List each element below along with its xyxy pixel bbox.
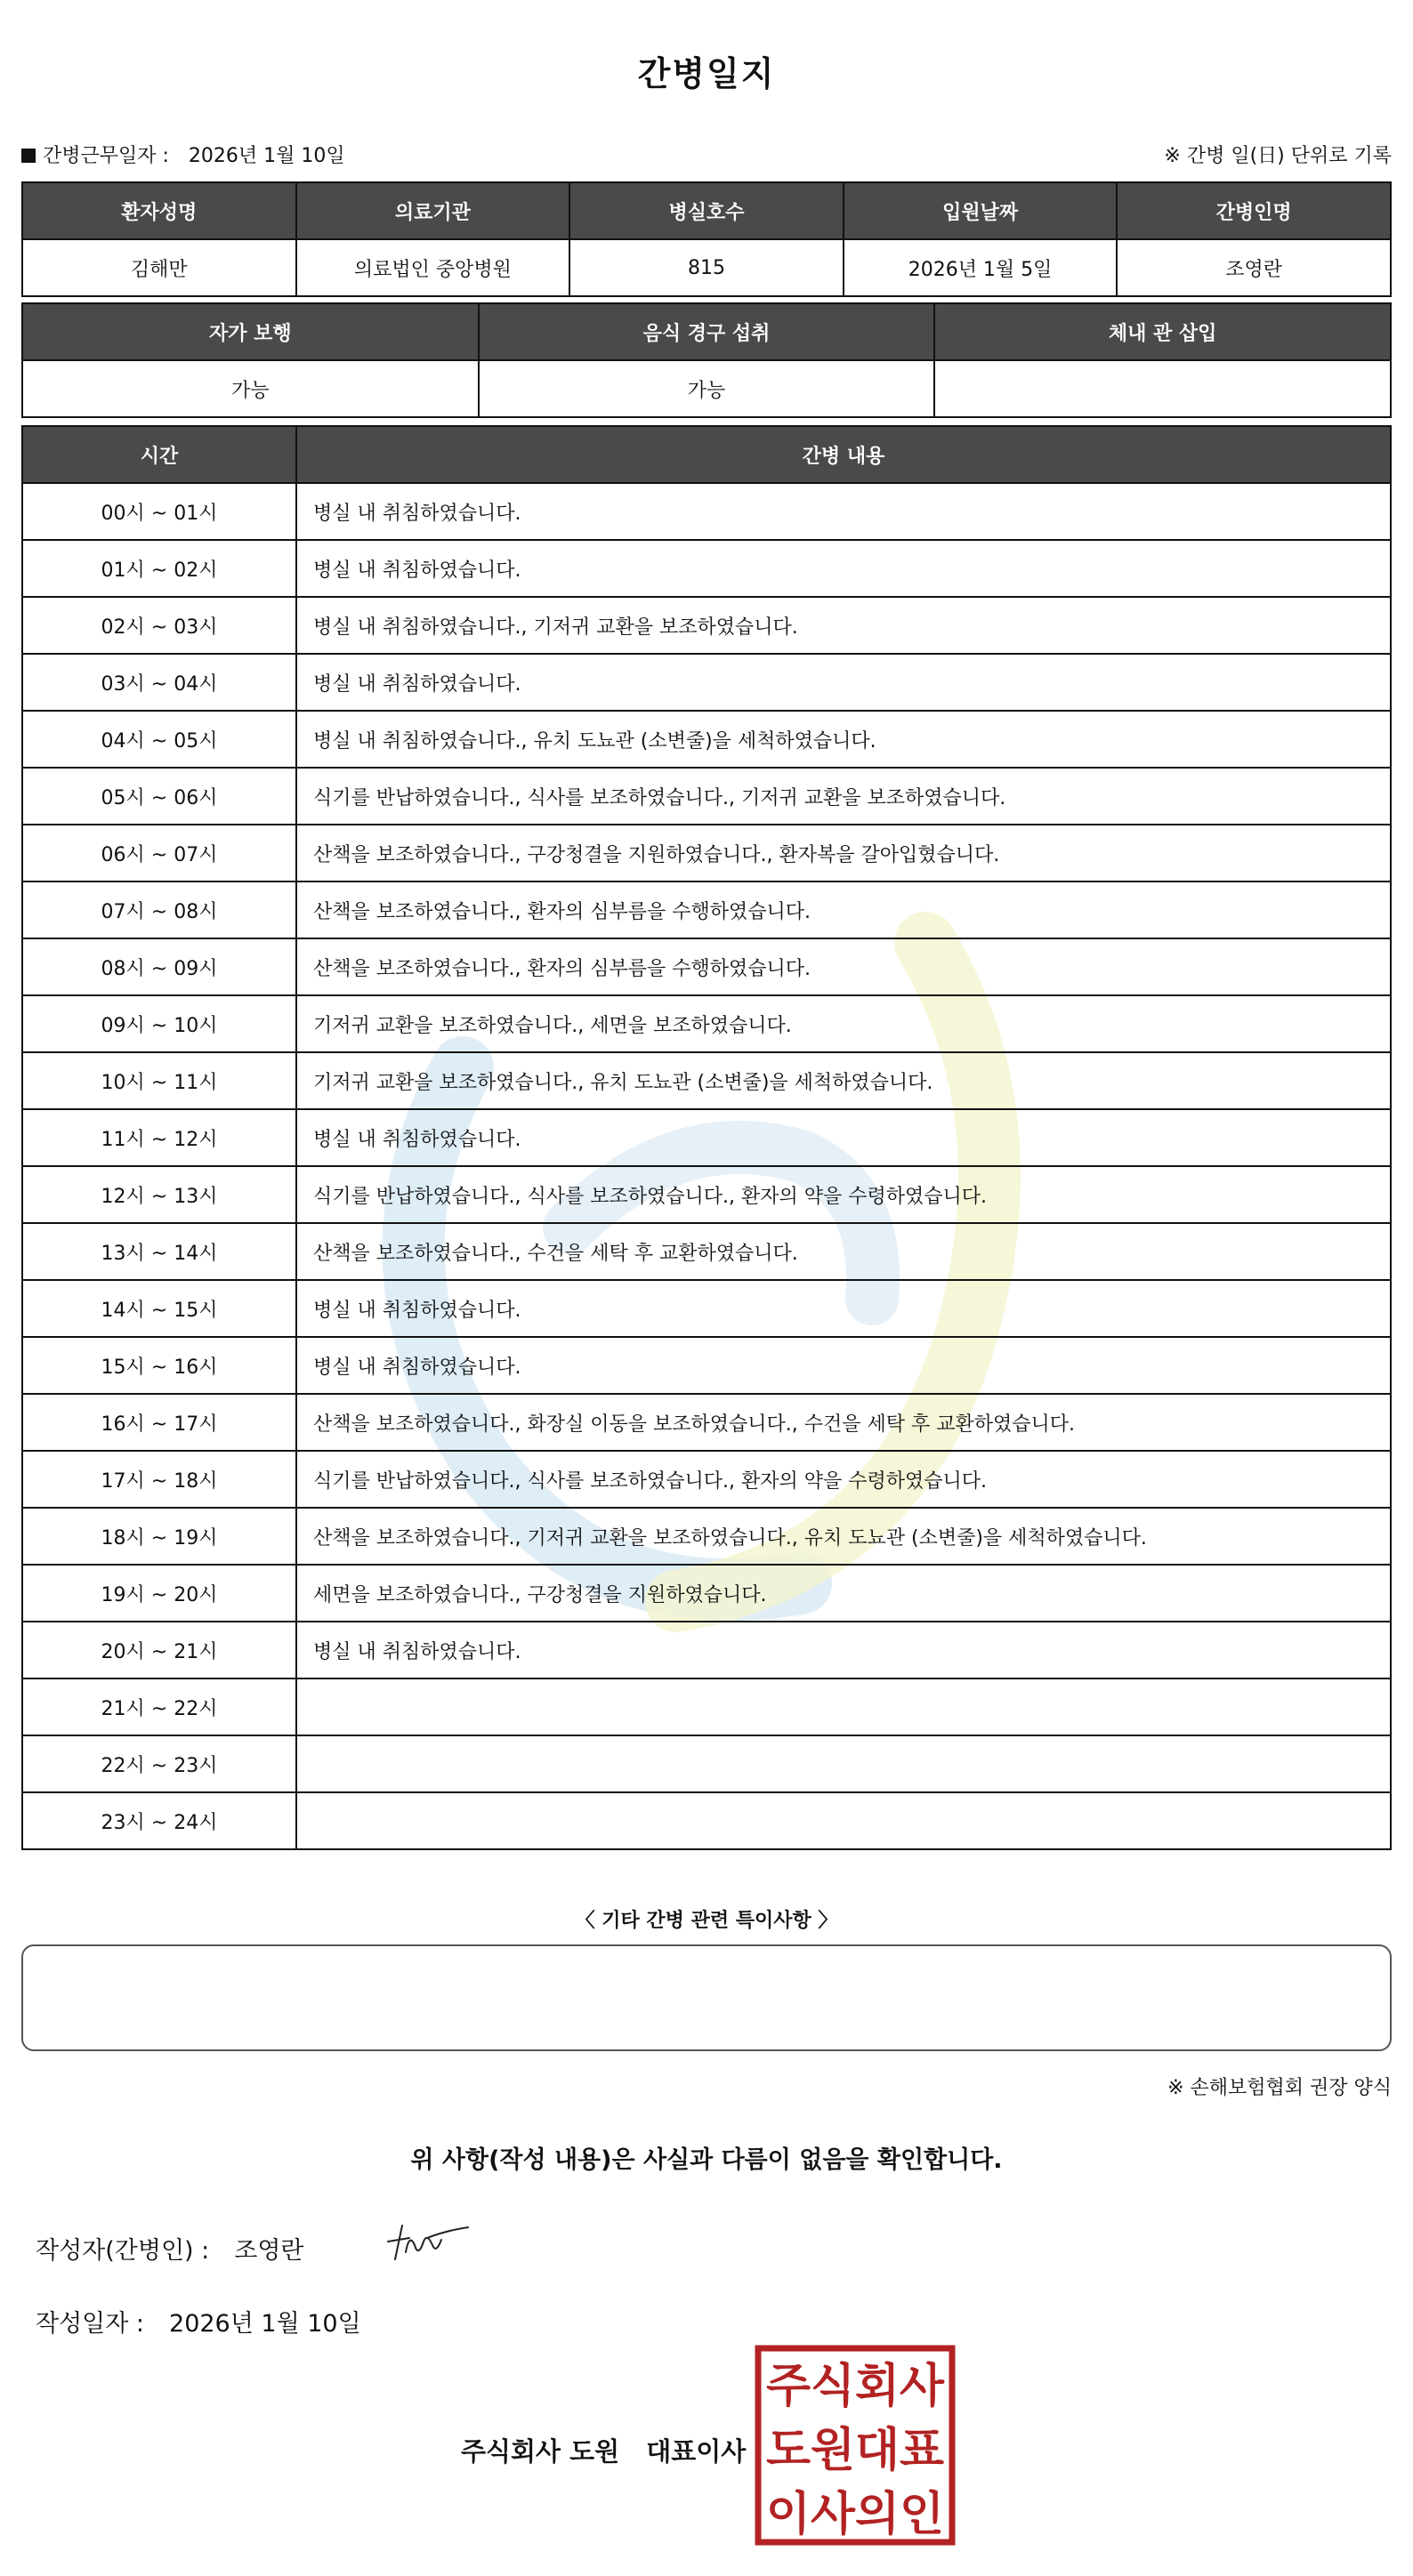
table-row	[22, 881, 1391, 938]
table-row	[22, 654, 1391, 711]
care-content: 산책을 보조하였습니다., 환자의 심부름을 수행하였습니다.	[296, 881, 1391, 938]
time-slot: 17시 ~ 18시	[22, 1451, 296, 1508]
time-slot: 12시 ~ 13시	[22, 1166, 296, 1223]
time-slot: 10시 ~ 11시	[22, 1052, 296, 1109]
header-walking: 자가 보행	[22, 303, 479, 360]
care-content: 기저귀 교환을 보조하였습니다., 세면을 보조하였습니다.	[296, 995, 1391, 1052]
table-row	[22, 1109, 1391, 1166]
company-name: 주식회사 도원	[461, 2436, 620, 2467]
care-content: 병실 내 취침하였습니다.	[296, 1109, 1391, 1166]
header-room: 병실호수	[569, 182, 844, 239]
header-time: 시간	[22, 426, 296, 483]
institution: 의료법인 중앙병원	[296, 239, 570, 296]
oral-intake-value: 가능	[479, 360, 935, 417]
table-row	[22, 825, 1391, 881]
time-slot: 14시 ~ 15시	[22, 1280, 296, 1337]
time-slot: 07시 ~ 08시	[22, 881, 296, 938]
care-content: 병실 내 취침하였습니다., 기저귀 교환을 보조하였습니다.	[296, 597, 1391, 654]
header-caregiver: 간병인명	[1117, 182, 1391, 239]
writer-name: 조영란	[234, 2237, 304, 2265]
table-row	[22, 711, 1391, 768]
table-row	[22, 540, 1391, 597]
table-row	[22, 1678, 1391, 1735]
care-content: 산책을 보조하였습니다., 구강청결을 지원하였습니다., 환자복을 갈아입혔습니다.	[296, 825, 1391, 881]
care-content: 산책을 보조하였습니다., 수건을 세탁 후 교환하였습니다.	[296, 1223, 1391, 1280]
time-slot: 04시 ~ 05시	[22, 711, 296, 768]
table-row	[22, 1337, 1391, 1394]
care-content: 병실 내 취침하였습니다.	[296, 654, 1391, 711]
time-slot: 02시 ~ 03시	[22, 597, 296, 654]
table-row	[22, 1735, 1391, 1792]
company-line	[461, 2432, 746, 2468]
patient-info-table	[21, 181, 1392, 297]
table-row	[22, 1792, 1391, 1849]
header-institution: 의료기관	[296, 182, 570, 239]
care-content: 식기를 반납하였습니다., 식사를 보조하였습니다., 기저귀 교환을 보조하였습니다.	[296, 768, 1391, 825]
care-content: 산책을 보조하였습니다., 환자의 심부름을 수행하였습니다.	[296, 938, 1391, 995]
time-slot: 23시 ~ 24시	[22, 1792, 296, 1849]
time-slot: 06시 ~ 07시	[22, 825, 296, 881]
care-content: 병실 내 취침하였습니다., 유치 도뇨관 (소변줄)을 세척하였습니다.	[296, 711, 1391, 768]
caregiver-name: 조영란	[1117, 239, 1391, 296]
table-row	[22, 1280, 1391, 1337]
care-log-body	[22, 483, 1391, 1849]
care-content: 병실 내 취침하였습니다.	[296, 1280, 1391, 1337]
care-content	[296, 1678, 1391, 1735]
time-slot: 03시 ~ 04시	[22, 654, 296, 711]
table-row	[22, 1052, 1391, 1109]
care-content: 병실 내 취침하였습니다.	[296, 483, 1391, 540]
time-slot: 08시 ~ 09시	[22, 938, 296, 995]
time-slot: 13시 ~ 14시	[22, 1223, 296, 1280]
recommend-note: ※ 손해보험협회 권장 양식	[1167, 2077, 1392, 2099]
care-content: 기저귀 교환을 보조하였습니다., 유치 도뇨관 (소변줄)을 세척하였습니다.	[296, 1052, 1391, 1109]
care-content: 식기를 반납하였습니다., 식사를 보조하였습니다., 환자의 약을 수령하였습니다.	[296, 1166, 1391, 1223]
patient-name: 김해만	[22, 239, 296, 296]
care-content: 세면을 보조하였습니다., 구강청결을 지원하였습니다.	[296, 1565, 1391, 1622]
time-slot: 21시 ~ 22시	[22, 1678, 296, 1735]
care-content: 병실 내 취침하였습니다.	[296, 1337, 1391, 1394]
confirmation-statement: 위 사항(작성 내용)은 사실과 다름이 없음을 확인합니다.	[410, 2146, 1003, 2174]
written-date-line	[36, 2304, 361, 2339]
care-content: 식기를 반납하였습니다., 식사를 보조하였습니다., 환자의 약을 수령하였습니다.	[296, 1451, 1391, 1508]
work-date-label: 간병근무일자 :	[43, 145, 169, 167]
handwritten-signature	[383, 2215, 472, 2268]
seal-text-line: 주식회사	[766, 2360, 945, 2413]
page-title: 간병일지	[637, 54, 776, 93]
room-number: 815	[569, 239, 844, 296]
table-row	[22, 938, 1391, 995]
work-date-line	[21, 141, 345, 168]
ceo-title: 대표이사	[646, 2436, 747, 2467]
table-row	[22, 768, 1391, 825]
writer-label: 작성자(간병인) :	[36, 2237, 210, 2265]
time-slot: 00시 ~ 01시	[22, 483, 296, 540]
seal-text-line: 도원대표	[766, 2424, 944, 2477]
table-row	[22, 1622, 1391, 1678]
square-bullet-icon	[21, 149, 36, 163]
time-slot: 16시 ~ 17시	[22, 1394, 296, 1451]
header-admission-date: 입원날짜	[844, 182, 1118, 239]
time-slot: 05시 ~ 06시	[22, 768, 296, 825]
written-date: 2026년 1월 10일	[169, 2310, 361, 2338]
admission-date: 2026년 1월 5일	[844, 239, 1118, 296]
patient-status-table	[21, 302, 1392, 418]
writer-line	[36, 2231, 304, 2266]
table-row	[22, 1166, 1391, 1223]
time-slot: 01시 ~ 02시	[22, 540, 296, 597]
table-row	[22, 995, 1391, 1052]
table-row	[22, 1394, 1391, 1451]
care-content: 산책을 보조하였습니다., 화장실 이동을 보조하였습니다., 수건을 세탁 후 교환하였습니다.	[296, 1394, 1391, 1451]
header-oral-intake: 음식 경구 섭취	[479, 303, 935, 360]
care-content: 병실 내 취침하였습니다.	[296, 1622, 1391, 1678]
remarks-title: 〈 기타 간병 관련 특이사항 〉	[575, 1910, 838, 1932]
company-seal	[755, 2345, 956, 2546]
written-date-label: 작성일자 :	[36, 2310, 145, 2338]
time-slot: 11시 ~ 12시	[22, 1109, 296, 1166]
table-row	[22, 1451, 1391, 1508]
time-slot: 22시 ~ 23시	[22, 1735, 296, 1792]
time-slot: 20시 ~ 21시	[22, 1622, 296, 1678]
header-patient-name: 환자성명	[22, 182, 296, 239]
care-content	[296, 1735, 1391, 1792]
time-slot: 18시 ~ 19시	[22, 1508, 296, 1565]
time-slot: 15시 ~ 16시	[22, 1337, 296, 1394]
time-slot: 19시 ~ 20시	[22, 1565, 296, 1622]
table-row	[22, 1508, 1391, 1565]
remarks-box	[21, 1944, 1392, 2051]
care-content: 산책을 보조하였습니다., 기저귀 교환을 보조하였습니다., 유치 도뇨관 (소변줄)을 세척하였습니다.	[296, 1508, 1391, 1565]
walking-value: 가능	[22, 360, 479, 417]
unit-note: ※ 간병 일(日) 단위로 기록	[1164, 145, 1392, 167]
table-row	[22, 1223, 1391, 1280]
header-care-content: 간병 내용	[296, 426, 1391, 483]
seal-text-line: 이사의인	[766, 2488, 944, 2541]
table-row	[22, 597, 1391, 654]
table-row	[22, 483, 1391, 540]
tube-value	[934, 360, 1391, 417]
work-date: 2026년 1월 10일	[188, 145, 345, 167]
care-log-table	[21, 425, 1392, 1850]
header-tube: 체내 관 삽입	[934, 303, 1391, 360]
time-slot: 09시 ~ 10시	[22, 995, 296, 1052]
care-content	[296, 1792, 1391, 1849]
table-row	[22, 1565, 1391, 1622]
care-content: 병실 내 취침하였습니다.	[296, 540, 1391, 597]
